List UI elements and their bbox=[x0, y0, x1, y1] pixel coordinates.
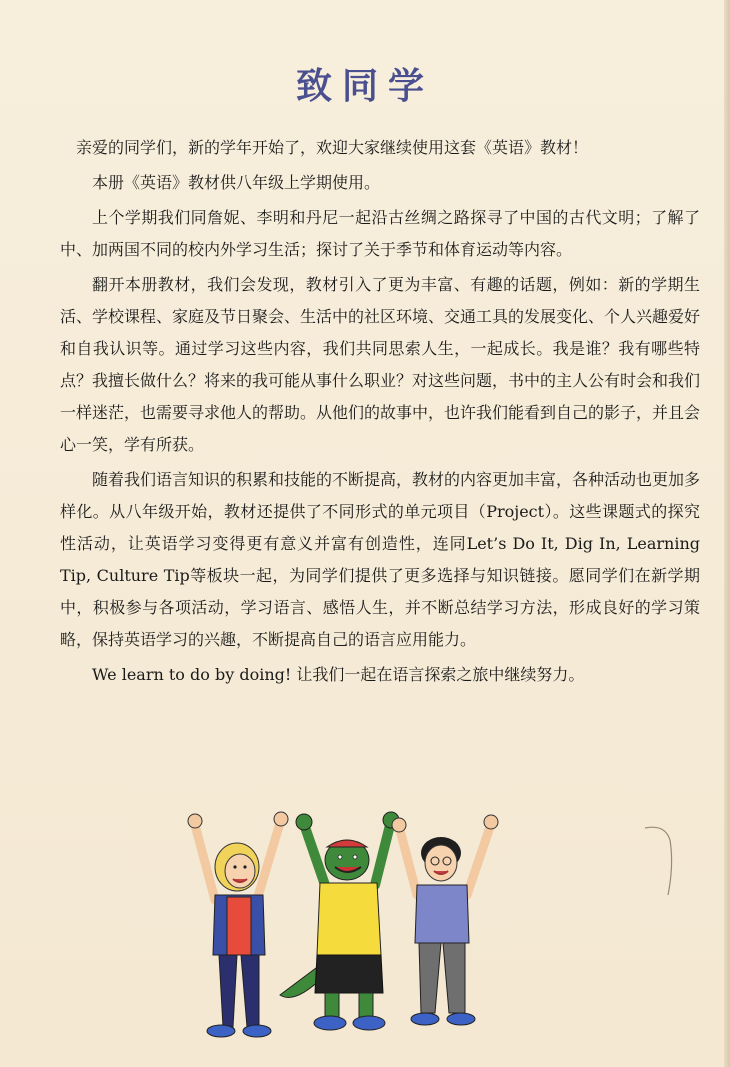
pencil-mark bbox=[640, 820, 680, 900]
cheering-characters-illustration bbox=[185, 805, 525, 1050]
dinosaur-character bbox=[280, 812, 399, 1030]
girl-character bbox=[188, 812, 288, 1037]
paragraph-motto: We learn to do by doing! 让我们一起在语言探索之旅中继续努力。 bbox=[92, 665, 585, 684]
paragraph-intro: 本册《英语》教材供八年级上学期使用。 bbox=[92, 173, 381, 192]
paragraph-topics: 翻开本册教材，我们会发现，教材引入了更为丰富、有趣的话题，例如：新的学期生活、学校课程、家庭及节日聚会、生活中的社区环境、交通工具的发展变化、个人兴趣爱好和自我认识等。通过学习这些内容，我们共同思索人生，一起成长。我是谁？我有哪些特点？我擅长做什么？将来的我可能从事什么职业？对这些问题，书中的主人公有时会和我们一样迷茫，也需要寻求他人的帮助。从他们的故事中，也许我们能看到自己的影子，并且会心一笑，学有所获。 bbox=[60, 275, 701, 454]
letter-body bbox=[60, 132, 700, 694]
paragraph-last-term: 上个学期我们同詹妮、李明和丹尼一起沿古丝绸之路探寻了中国的古代文明；了解了中、加两国不同的校内外学习生活；探讨了关于季节和体育运动等内容。 bbox=[60, 208, 700, 259]
paragraph-projects: 随着我们语言知识的积累和技能的不断提高，教材的内容更加丰富，各种活动也更加多样化。从八年级开始，教材还提供了不同形式的单元项目（Project）。这些课题式的探究性活动，让英语学习变得更有意义并富有创造性，连同Let’s Do It, Dig In, Learning Tip, Culture Tip等板块一起，为同学们提供了更多选择与知识链接。愿同学们在新学期中，积极参与各项活动，学习语言、感悟人生，并不断总结学习方法，形成良好的学习策略，保持英语学习的兴趣，不断提高自己的语言应用能力。 bbox=[60, 470, 701, 649]
boy-character bbox=[392, 815, 498, 1025]
paragraph-greeting: 亲爱的同学们，新的学年开始了，欢迎大家继续使用这套《英语》教材！ bbox=[76, 138, 589, 157]
page-edge bbox=[724, 0, 730, 1067]
page-title: 致同学 bbox=[295, 66, 434, 107]
